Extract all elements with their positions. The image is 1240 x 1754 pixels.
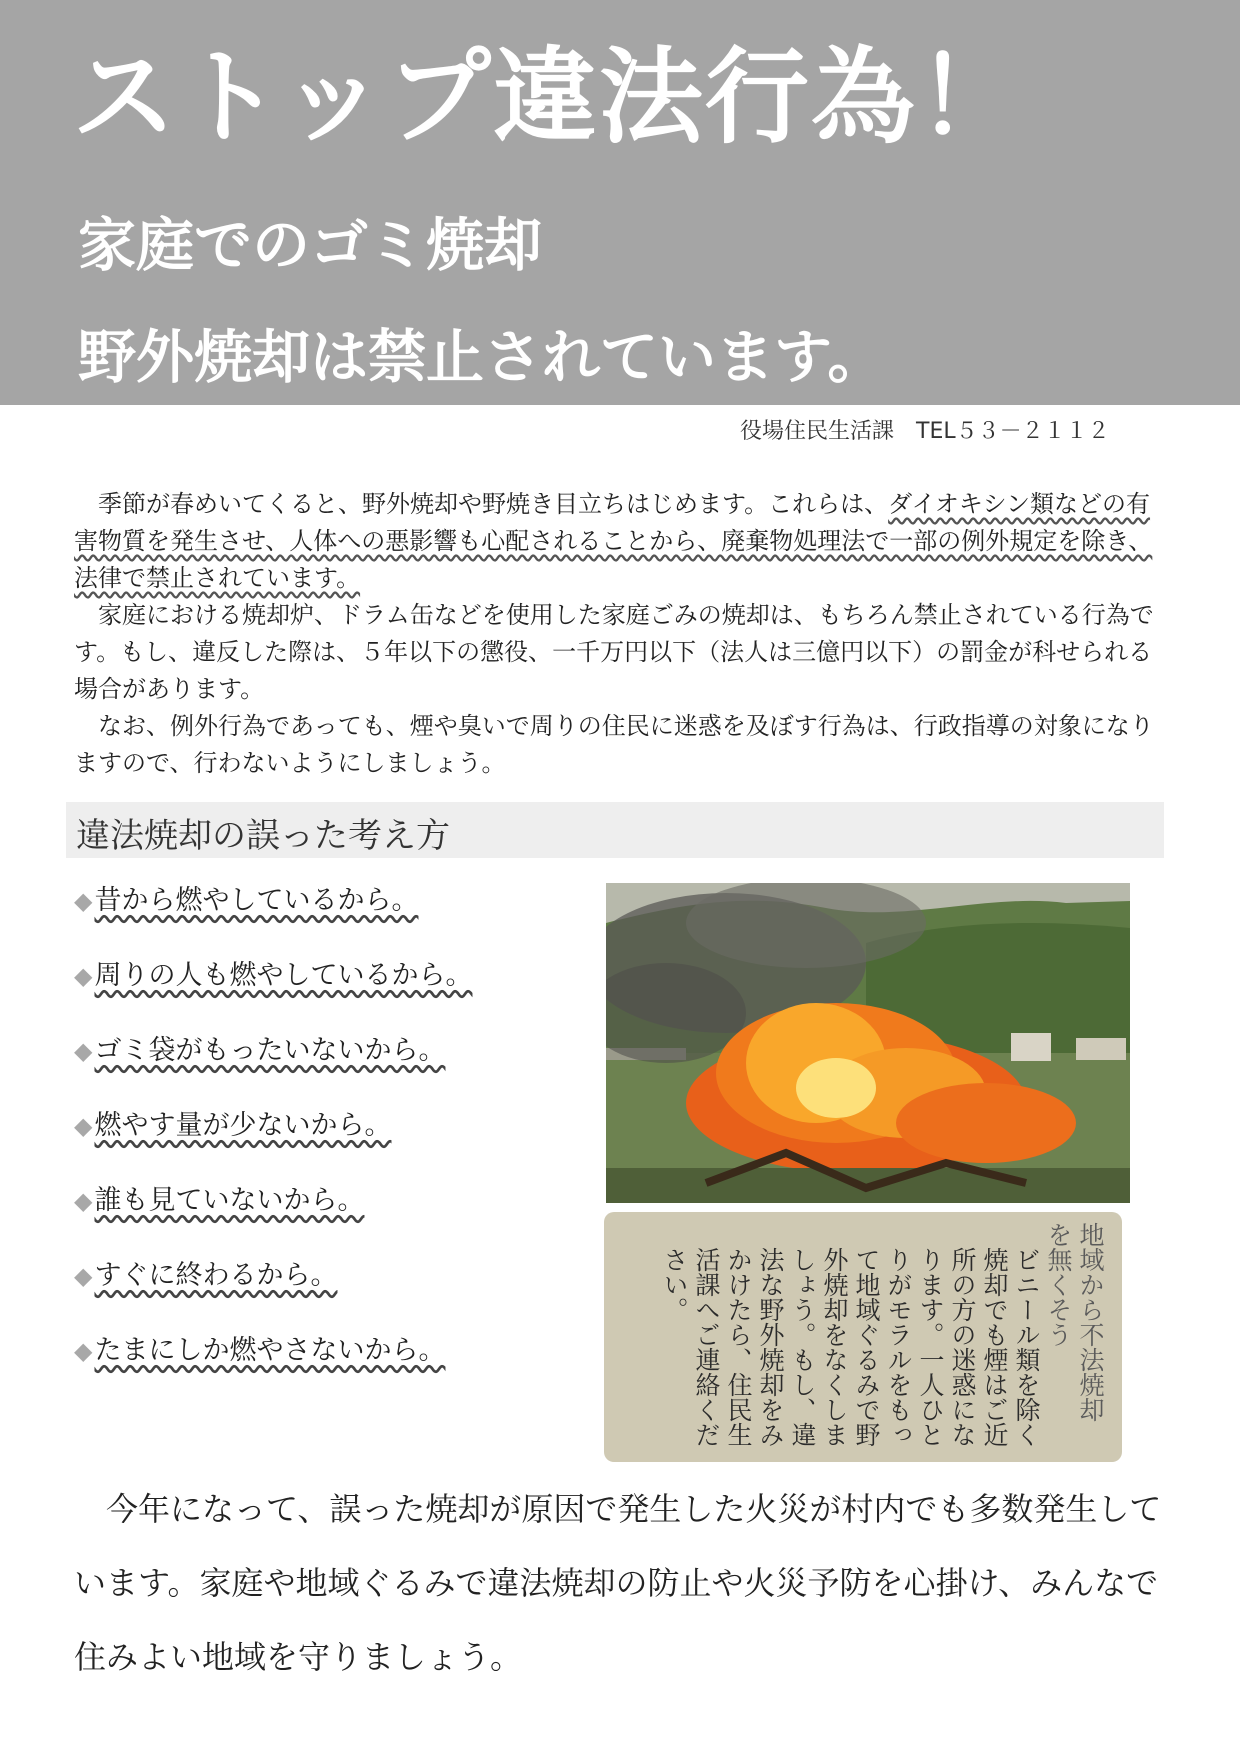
closing-paragraph: 今年になって、誤った焼却が原因で発生した火災が村内でも多数発生しています。家庭や地域ぐるみで違法焼却の防止や火災予防を心掛け、みんなで住みよい地域を守りましょう。: [74, 1490, 1162, 1676]
reason-text: 誰も見ていないから。: [94, 1185, 365, 1216]
intro-text: [74, 486, 1164, 782]
intro-paragraph-1: [74, 486, 1164, 597]
diamond-bullet-icon: ◆: [74, 1262, 93, 1290]
diamond-bullet-icon: ◆: [74, 1037, 93, 1065]
diamond-bullet-icon: ◆: [74, 1187, 93, 1215]
list-item: [74, 1028, 472, 1103]
reason-list: [74, 878, 472, 1403]
fire-photo: [606, 883, 1130, 1203]
diamond-bullet-icon: ◆: [74, 962, 93, 990]
intro-p1-emphasis: ダイオキシン類などの有害物質を発生させ、人体への悪影響も心配されることから、廃棄物処理法で一部の例外規定を除き、法律で禁止されています。: [74, 490, 1153, 592]
reason-text: 燃やす量が少ないから。: [94, 1110, 392, 1141]
callout-box: [604, 1212, 1122, 1462]
intro-p1-lead: 季節が春めいてくると、野外焼却や野焼き目立ちはじめます。これらは、: [98, 490, 889, 518]
page-title: ストップ違法行為！: [72, 36, 1023, 158]
page-subtitle-1: 家庭でのゴミ焼却: [78, 211, 543, 279]
reason-text: たまにしか燃やさないから。: [94, 1335, 446, 1366]
reason-text: すぐに終わるから。: [94, 1260, 338, 1291]
callout-heading-2: を無くそう: [1044, 1222, 1073, 1347]
section-title: 違法焼却の誤った考え方: [76, 816, 450, 856]
diamond-bullet-icon: ◆: [74, 1337, 93, 1365]
callout-heading-1: 地域から不法焼却: [1076, 1222, 1105, 1422]
diamond-bullet-icon: ◆: [74, 1112, 93, 1140]
list-item: [74, 878, 472, 953]
closing-text: [74, 1472, 1174, 1694]
list-item: [74, 1103, 472, 1178]
list-item: [74, 1328, 472, 1403]
callout-text: [658, 1222, 1106, 1454]
intro-paragraph-2: 家庭における焼却炉、ドラム缶などを使用した家庭ごみの焼却は、もちろん禁止されている行為です。もし、違反した際は、５年以下の懲役、一千万円以下（法人は三億円以下）の罰金が科せられる場合があります。: [74, 601, 1154, 703]
intro-paragraph-3: なお、例外行為であっても、煙や臭いで周りの住民に迷惑を及ぼす行為は、行政指導の対象になりますので、行わないようにしましょう。: [74, 712, 1154, 777]
list-item: [74, 1178, 472, 1253]
list-item: [74, 1253, 472, 1328]
contact-info: 役場住民生活課 TEL５３－２１１２: [740, 419, 1110, 444]
section-heading-bar: [66, 802, 1164, 858]
fire-photo-illustration: [606, 883, 1130, 1203]
reason-text: ゴミ袋がもったいないから。: [94, 1035, 446, 1066]
reason-text: 周りの人も燃やしているから。: [94, 960, 473, 991]
reason-text: 昔から燃やしているから。: [94, 885, 419, 916]
page-subtitle-2: 野外焼却は禁止されています。: [78, 323, 886, 391]
list-item: [74, 953, 472, 1028]
callout-body: ビニール類を除く焼却でも煙はご近所の方の迷惑になります。一人ひとりがモラルをもって地域ぐるみで野外焼却をなくしましょう。もし、違法な野外焼却をみかけたら、住民生活課へご連絡ください。: [660, 1247, 1041, 1447]
header-banner: [0, 0, 1240, 405]
diamond-bullet-icon: ◆: [74, 887, 93, 915]
